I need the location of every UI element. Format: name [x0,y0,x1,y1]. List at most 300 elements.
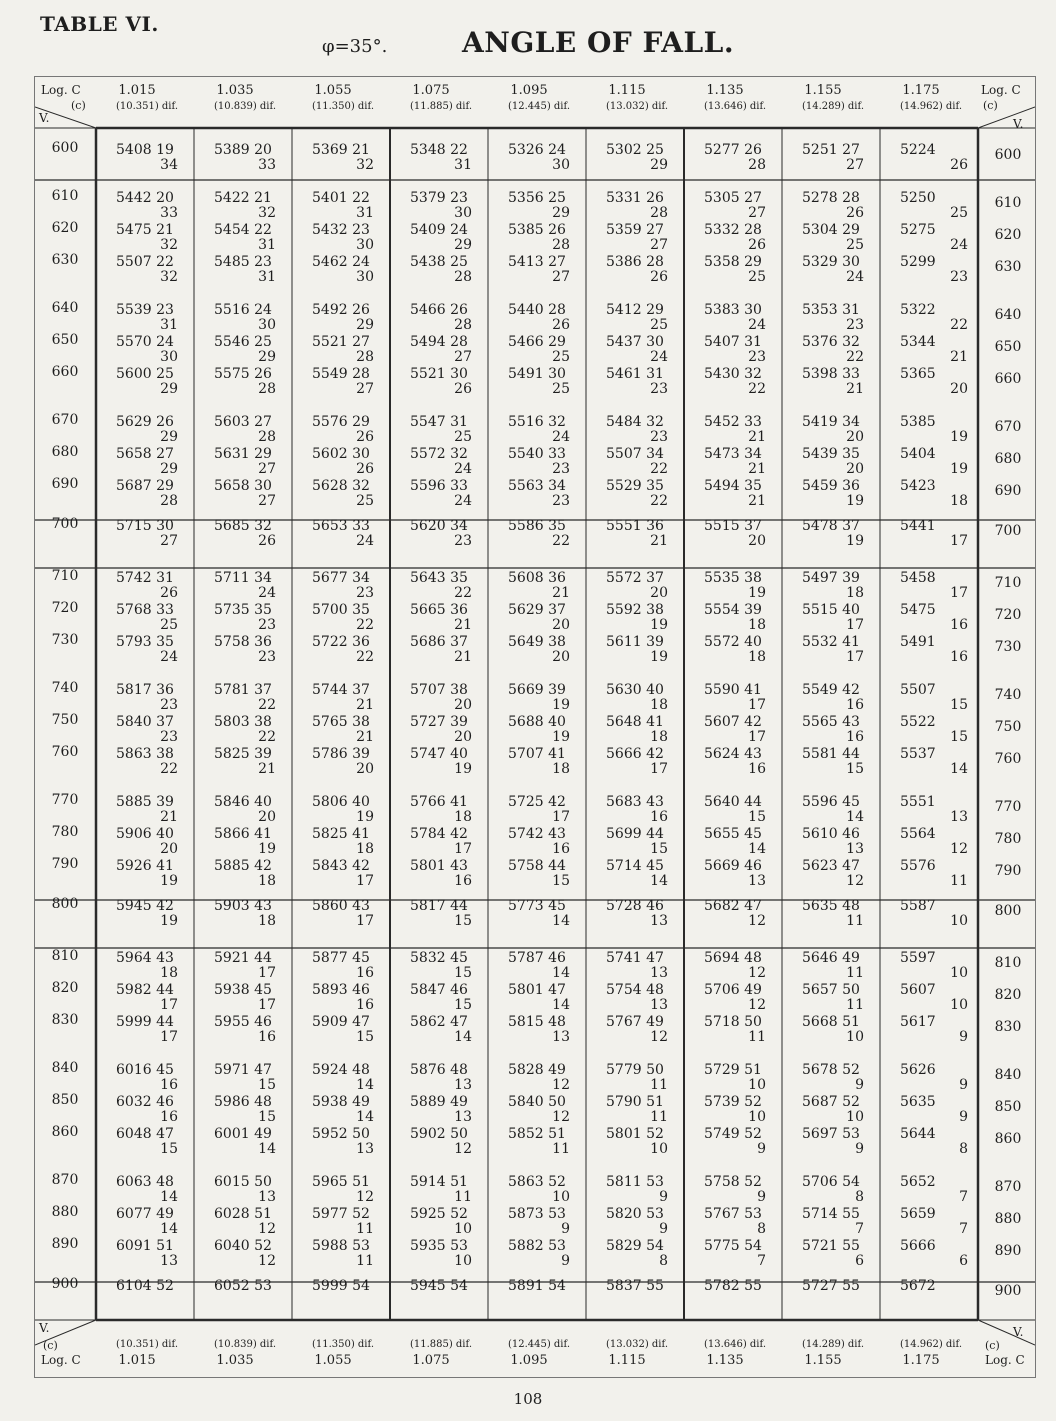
table-cell-dif: 22 [356,617,374,633]
table-cell-value: 5739 52 [704,1094,762,1110]
table-cell-value: 5475 21 [116,222,174,238]
table-cell-value: 5768 33 [116,602,174,618]
row-v-left: 610 [51,188,79,204]
table-cell-value: 5478 37 [802,518,860,534]
table-cell-value: 5438 25 [410,254,468,270]
table-cell-value: 5540 33 [508,446,566,462]
table-cell-value: 5547 31 [410,414,468,430]
table-cell-value: 5678 52 [802,1062,860,1078]
table-cell-dif: 21 [748,461,766,477]
table-cell-value: 5758 36 [214,634,272,650]
table-cell-dif: 31 [258,269,276,285]
corner-c-bottom-right: (c) [985,1339,1000,1352]
table-cell-value: 5344 [900,334,936,350]
table-cell-value: 5570 24 [116,334,174,350]
table-cell-value: 5728 46 [606,898,664,914]
table-cell-value: 5666 [900,1238,936,1254]
table-cell-value: 5773 45 [508,898,566,914]
column-c-dif-header: (13.032) dif. [605,101,669,112]
table-cell-dif: 26 [356,429,374,445]
table-cell-value: 5885 39 [116,794,174,810]
table-cell-dif: 17 [356,913,374,929]
table-cell-dif: 14 [552,965,570,981]
table-cell-dif: 29 [356,317,374,333]
table-cell-dif: 12 [950,841,968,857]
row-v-right: 740 [994,687,1022,703]
table-cell-value: 5607 [900,982,936,998]
table-cell-dif: 12 [552,1077,570,1093]
row-v-right: 650 [994,339,1022,355]
table-cell-value: 5572 40 [704,634,762,650]
table-cell-dif: 24 [748,317,766,333]
table-cell-value: 5629 37 [508,602,566,618]
column-log-c-header: 1.175 [902,83,940,98]
table-cell-value: 5565 43 [802,714,860,730]
table-cell-value: 5275 [900,222,936,238]
table-cell-dif: 18 [748,649,766,665]
table-cell-dif: 10 [950,913,968,929]
table-cell-value: 5587 [900,898,936,914]
table-cell-dif: 14 [356,1077,374,1093]
table-cell-dif: 25 [356,493,374,509]
corner-v-top-left: V. [39,111,50,125]
table-cell-value: 5546 25 [214,334,272,350]
table-cell-dif: 16 [258,1029,276,1045]
table-cell-dif: 21 [650,533,668,549]
column-c-dif-footer: (14.289) dif. [801,1339,865,1350]
table-cell-dif: 29 [160,381,178,397]
row-v-right: 850 [994,1099,1022,1115]
column-log-c-footer: 1.015 [118,1353,156,1368]
table-cell-dif: 16 [356,997,374,1013]
table-cell-value: 6077 49 [116,1206,174,1222]
table-cell-dif: 10 [846,1029,864,1045]
table-cell-dif: 23 [846,317,864,333]
table-cell-dif: 28 [748,157,766,173]
table-cell-value: 5522 [900,714,936,730]
column-log-c-footer: 1.095 [510,1353,548,1368]
table-cell-value: 5847 46 [410,982,468,998]
table-cell-dif: 21 [454,617,472,633]
column-log-c-header: 1.095 [510,83,548,98]
table-cell-value: 5765 38 [312,714,370,730]
table-cell-value: 6104 52 [116,1278,174,1294]
table-cell-value: 5497 39 [802,570,860,586]
table-cell-value: 5725 42 [508,794,566,810]
table-cell-dif: 24 [160,649,178,665]
table-cell-dif: 19 [160,873,178,889]
table-cell-dif: 13 [454,1077,472,1093]
table-cell-value: 5952 50 [312,1126,370,1142]
table-cell-dif: 25 [552,349,570,365]
row-v-right: 820 [994,987,1022,1003]
table-cell-value: 6015 50 [214,1174,272,1190]
table-cell-dif: 11 [356,1221,374,1237]
table-cell-value: 5602 30 [312,446,370,462]
table-cell-value: 5516 32 [508,414,566,430]
table-cell-value: 5721 55 [802,1238,860,1254]
table-cell-value: 5610 46 [802,826,860,842]
table-cell-value: 5507 34 [606,446,664,462]
table-cell-value: 5988 53 [312,1238,370,1254]
row-v-left: 820 [51,980,79,996]
table-cell-dif: 18 [950,493,968,509]
table-cell-value: 5683 43 [606,794,664,810]
column-log-c-header: 1.135 [706,83,744,98]
table-cell-value: 5611 39 [606,634,664,650]
table-cell-value: 5876 48 [410,1062,468,1078]
table-cell-dif: 17 [748,729,766,745]
table-cell-dif: 29 [160,429,178,445]
table-cell-dif: 22 [356,649,374,665]
column-c-dif-footer: (10.351) dif. [115,1339,179,1350]
table-cell-value: 5863 38 [116,746,174,762]
table-cell-dif: 16 [748,761,766,777]
table-cell-dif: 26 [356,461,374,477]
table-cell-value: 5902 50 [410,1126,468,1142]
table-cell-dif: 13 [650,913,668,929]
table-cell-value: 5806 40 [312,794,370,810]
table-cell-value: 5766 41 [410,794,468,810]
table-cell-dif: 13 [650,997,668,1013]
table-cell-dif: 19 [650,649,668,665]
table-cell-dif: 22 [552,533,570,549]
row-v-left: 860 [51,1124,79,1140]
table-cell-value: 5386 28 [606,254,664,270]
table-cell-dif: 17 [846,649,864,665]
table-cell-dif: 14 [650,873,668,889]
table-cell-dif: 17 [160,1029,178,1045]
table-cell-dif: 27 [356,381,374,397]
table-cell-dif: 17 [846,617,864,633]
table-cell-dif: 12 [258,1221,276,1237]
table-cell-value: 5507 [900,682,936,698]
table-cell-dif: 14 [846,809,864,825]
table-cell-dif: 29 [160,461,178,477]
table-cell-value: 5749 52 [704,1126,762,1142]
table-cell-dif: 26 [160,585,178,601]
table-cell-value: 5407 31 [704,334,762,350]
row-v-left: 850 [51,1092,79,1108]
table-cell-dif: 9 [855,1077,864,1093]
table-cell-dif: 20 [356,761,374,777]
table-cell-value: 5358 29 [704,254,762,270]
table-cell-dif: 9 [757,1189,766,1205]
table-cell-dif: 17 [356,873,374,889]
table-cell-value: 5628 32 [312,478,370,494]
table-cell-value: 5999 54 [312,1278,370,1294]
column-c-dif-header: (10.351) dif. [115,101,179,112]
table-cell-value: 5535 38 [704,570,762,586]
table-cell-value: 5277 26 [704,142,762,158]
row-v-right: 770 [994,799,1022,815]
table-cell-dif: 15 [160,1141,178,1157]
table-cell-dif: 26 [258,533,276,549]
table-cell-dif: 23 [650,381,668,397]
table-cell-dif: 9 [561,1221,570,1237]
table-cell-value: 5437 30 [606,334,664,350]
table-cell-value: 5817 44 [410,898,468,914]
table-cell-dif: 18 [650,697,668,713]
table-cell-dif: 26 [950,157,968,173]
phi-label: φ=35°. [322,36,388,57]
table-cell-value: 5494 28 [410,334,468,350]
table-cell-dif: 18 [356,841,374,857]
table-cell-value: 5935 53 [410,1238,468,1254]
table-cell-dif: 13 [160,1253,178,1269]
table-cell-value: 6028 51 [214,1206,272,1222]
table-cell-dif: 15 [454,997,472,1013]
table-cell-value: 5620 34 [410,518,468,534]
table-cell-value: 5677 34 [312,570,370,586]
table-cell-dif: 28 [454,269,472,285]
table-cell-value: 5801 52 [606,1126,664,1142]
row-v-left: 680 [51,444,79,460]
table-cell-dif: 15 [650,841,668,857]
table-cell-value: 5575 26 [214,366,272,382]
table-cell-value: 5549 42 [802,682,860,698]
table-cell-dif: 19 [846,493,864,509]
table-cell-dif: 20 [950,381,968,397]
table-cell-value: 5473 34 [704,446,762,462]
table-cell-value: 5938 45 [214,982,272,998]
table-cell-value: 5866 41 [214,826,272,842]
row-v-left: 710 [51,568,79,584]
table-cell-value: 5466 26 [410,302,468,318]
row-v-right: 730 [994,639,1022,655]
table-cell-dif: 30 [258,317,276,333]
table-cell-value: 5332 28 [704,222,762,238]
table-cell-value: 5862 47 [410,1014,468,1030]
table-cell-value: 5669 39 [508,682,566,698]
table-cell-value: 5706 49 [704,982,762,998]
table-cell-value: 5999 44 [116,1014,174,1030]
table-cell-value: 5882 53 [508,1238,566,1254]
row-v-left: 790 [51,856,79,872]
table-cell-value: 5385 [900,414,936,430]
table-cell-value: 5767 49 [606,1014,664,1030]
table-cell-value: 5412 29 [606,302,664,318]
table-cell-dif: 19 [748,585,766,601]
column-c-dif-header: (11.885) dif. [409,101,473,112]
table-cell-dif: 17 [650,761,668,777]
table-cell-value: 5727 39 [410,714,468,730]
table-cell-value: 5971 47 [214,1062,272,1078]
table-cell-dif: 19 [160,913,178,929]
table-cell-value: 5250 [900,190,936,206]
table-cell-dif: 9 [659,1189,668,1205]
table-cell-dif: 28 [258,381,276,397]
table-cell-dif: 27 [846,157,864,173]
table-cell-dif: 19 [950,429,968,445]
table-cell-value: 5825 39 [214,746,272,762]
table-cell-value: 5715 30 [116,518,174,534]
table-cell-dif: 24 [258,585,276,601]
table-cell-dif: 24 [454,493,472,509]
table-cell-dif: 23 [258,649,276,665]
table-cell-dif: 30 [356,237,374,253]
row-v-right: 760 [994,751,1022,767]
table-cell-value: 5597 [900,950,936,966]
table-cell-dif: 16 [356,965,374,981]
table-cell-dif: 10 [454,1253,472,1269]
table-cell-value: 5439 35 [802,446,860,462]
table-cell-dif: 12 [846,873,864,889]
table-cell-dif: 22 [650,493,668,509]
table-cell-value: 5982 44 [116,982,174,998]
table-cell-value: 5576 29 [312,414,370,430]
table-cell-value: 5909 47 [312,1014,370,1030]
table-cell-value: 5576 [900,858,936,874]
table-cell-dif: 20 [552,649,570,665]
table-cell-value: 5607 42 [704,714,762,730]
table-cell-dif: 17 [950,533,968,549]
table-cell-value: 5532 41 [802,634,860,650]
table-cell-dif: 28 [356,349,374,365]
corner-log-c-bottom-right: Log. C [985,1353,1025,1367]
corner-log-c-top-left: Log. C [41,83,81,97]
table-cell-value: 5529 35 [606,478,664,494]
table-cell-dif: 18 [258,873,276,889]
row-v-left: 700 [51,516,79,532]
table-cell-dif: 24 [454,461,472,477]
column-c-dif-header: (10.839) dif. [213,101,277,112]
table-cell-value: 5564 [900,826,936,842]
table-cell-value: 5829 54 [606,1238,664,1254]
column-log-c-footer: 1.135 [706,1353,744,1368]
table-cell-dif: 24 [356,533,374,549]
table-cell-value: 5353 31 [802,302,860,318]
table-cell-value: 5666 42 [606,746,664,762]
row-v-right: 660 [994,371,1022,387]
column-c-dif-header: (12.445) dif. [507,101,571,112]
column-log-c-header: 1.035 [216,83,254,98]
row-v-right: 670 [994,419,1022,435]
table-cell-value: 5699 44 [606,826,664,842]
row-v-right: 690 [994,483,1022,499]
table-cell-value: 6001 49 [214,1126,272,1142]
table-cell-value: 5784 42 [410,826,468,842]
table-cell-dif: 34 [160,157,178,173]
table-cell-dif: 13 [846,841,864,857]
table-cell-value: 5885 42 [214,858,272,874]
column-c-dif-footer: (14.962) dif. [899,1339,963,1350]
table-cell-dif: 29 [454,237,472,253]
table-cell-dif: 13 [650,965,668,981]
table-cell-value: 5404 [900,446,936,462]
table-cell-value: 5860 43 [312,898,370,914]
row-v-right: 840 [994,1067,1022,1083]
table-cell-value: 5742 31 [116,570,174,586]
table-cell-dif: 27 [454,349,472,365]
table-cell-dif: 19 [454,761,472,777]
table-cell-value: 5801 47 [508,982,566,998]
row-v-right: 790 [994,863,1022,879]
table-cell-value: 5682 47 [704,898,762,914]
table-cell-value: 5846 40 [214,794,272,810]
table-cell-value: 5635 [900,1094,936,1110]
table-cell-value: 5551 36 [606,518,664,534]
table-cell-dif: 21 [356,697,374,713]
row-v-left: 650 [51,332,79,348]
table-cell-dif: 16 [950,649,968,665]
column-c-dif-footer: (12.445) dif. [507,1339,571,1350]
table-cell-value: 5758 44 [508,858,566,874]
table-cell-value: 5790 51 [606,1094,664,1110]
table-cell-dif: 22 [748,381,766,397]
table-cell-value: 5432 23 [312,222,370,238]
table-cell-dif: 23 [748,349,766,365]
table-cell-dif: 20 [454,697,472,713]
row-v-left: 760 [51,744,79,760]
table-cell-value: 5419 34 [802,414,860,430]
table-cell-value: 5964 43 [116,950,174,966]
table-cell-dif: 25 [454,429,472,445]
table-cell-value: 5563 34 [508,478,566,494]
table-cell-dif: 25 [552,381,570,397]
table-cell-dif: 11 [650,1077,668,1093]
table-cell-dif: 22 [950,317,968,333]
table-cell-dif: 12 [454,1141,472,1157]
table-cell-dif: 21 [748,493,766,509]
table-cell-dif: 14 [454,1029,472,1045]
table-cell-dif: 17 [258,997,276,1013]
table-cell-value: 5385 26 [508,222,566,238]
table-cell-value: 5299 [900,254,936,270]
table-cell-dif: 8 [757,1221,766,1237]
table-cell-value: 5224 [900,142,936,158]
table-cell-dif: 28 [258,429,276,445]
table-cell-value: 5697 53 [802,1126,860,1142]
table-cell-value: 5389 20 [214,142,272,158]
table-cell-dif: 10 [748,1077,766,1093]
table-cell-dif: 22 [258,697,276,713]
table-cell-value: 5646 49 [802,950,860,966]
table-cell-value: 5475 [900,602,936,618]
table-cell-value: 5423 [900,478,936,494]
table-cell-value: 5669 46 [704,858,762,874]
table-cell-dif: 16 [552,841,570,857]
table-cell-value: 5727 55 [802,1278,860,1294]
column-log-c-footer: 1.035 [216,1353,254,1368]
table-cell-dif: 19 [950,461,968,477]
column-c-dif-footer: (13.646) dif. [703,1339,767,1350]
table-cell-value: 5832 45 [410,950,468,966]
table-cell-dif: 33 [160,205,178,221]
table-cell-dif: 10 [950,997,968,1013]
column-c-dif-footer: (11.885) dif. [409,1339,473,1350]
table-cell-value: 5649 38 [508,634,566,650]
column-log-c-header: 1.015 [118,83,156,98]
table-cell-value: 5687 52 [802,1094,860,1110]
table-cell-value: 5631 29 [214,446,272,462]
table-cell-dif: 32 [356,157,374,173]
table-cell-value: 5914 51 [410,1174,468,1190]
table-cell-value: 5359 27 [606,222,664,238]
table-cell-dif: 12 [650,1029,668,1045]
table-cell-value: 5840 37 [116,714,174,730]
table-cell-dif: 31 [258,237,276,253]
table-cell-value: 5817 36 [116,682,174,698]
table-cell-value: 5369 21 [312,142,370,158]
table-cell-dif: 15 [454,965,472,981]
table-cell-dif: 20 [454,729,472,745]
table-cell-dif: 18 [454,809,472,825]
table-cell-value: 5891 54 [508,1278,566,1294]
row-v-right: 720 [994,607,1022,623]
row-v-right: 810 [994,955,1022,971]
row-v-right: 600 [994,147,1022,163]
